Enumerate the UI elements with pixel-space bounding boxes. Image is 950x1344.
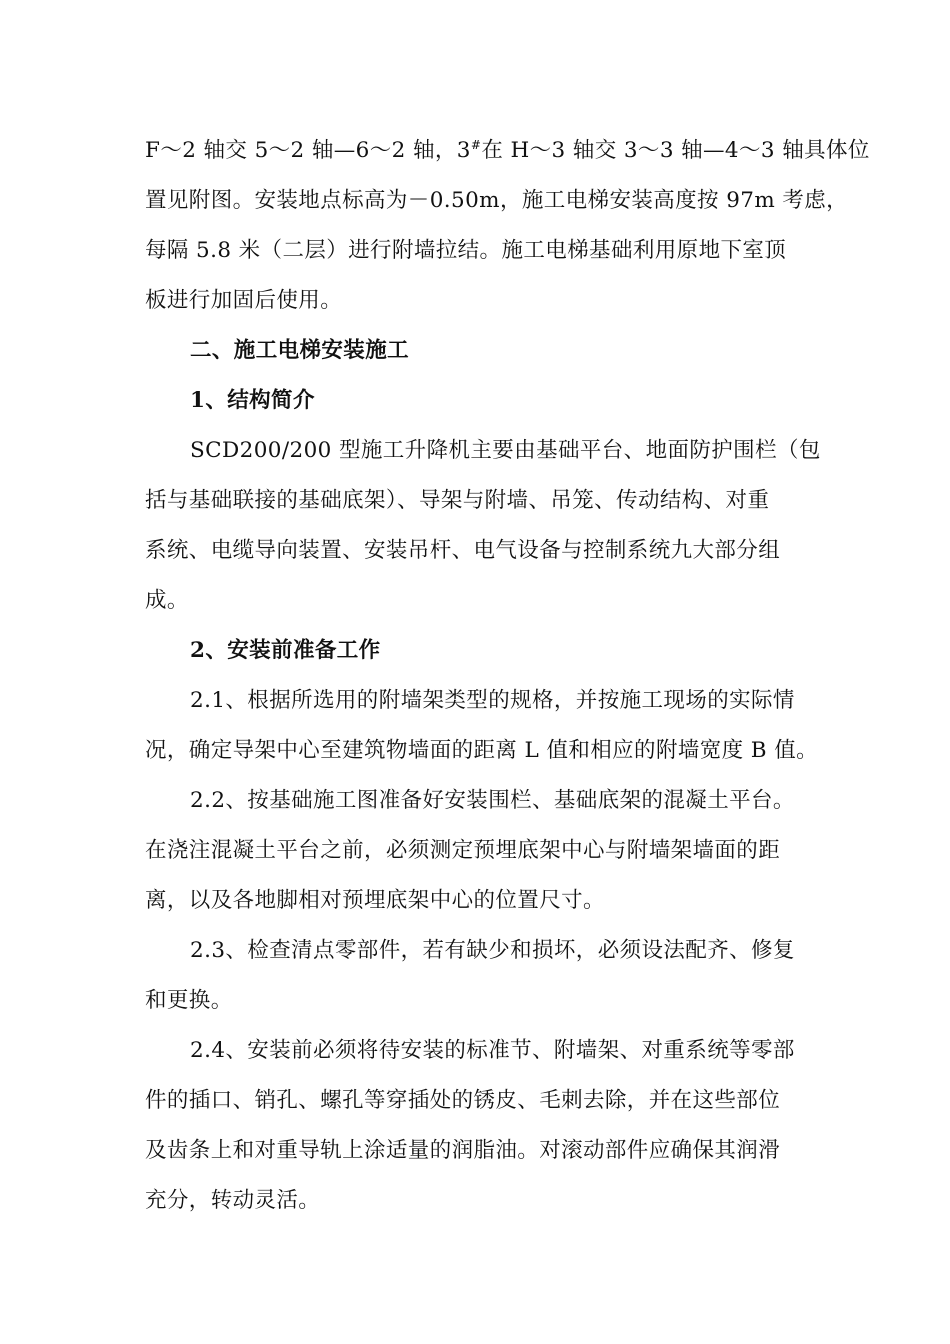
paragraph-line: 2.4、安装前必须将待安装的标准节、附墙架、对重系统等零部 — [190, 1038, 795, 1063]
paragraph-line: 每隔 5.8 米（二层）进行附墙拉结。施工电梯基础利用原地下室顶 — [145, 238, 787, 263]
line-text: F～2 轴交 5～2 轴—6～2 轴，3 — [145, 138, 471, 163]
paragraph-line: 系统、电缆导向装置、安装吊杆、电气设备与控制系统九大部分组 — [145, 538, 781, 563]
paragraph-line: 2.1、根据所选用的附墙架类型的规格，并按施工现场的实际情 — [190, 688, 795, 713]
paragraph-line: 离，以及各地脚相对预埋底架中心的位置尺寸。 — [145, 888, 605, 913]
paragraph-line: 置见附图。安装地点标高为－0.50m，施工电梯安装高度按 97m 考虑， — [145, 188, 849, 213]
section-heading: 二、施工电梯安装施工 — [190, 338, 410, 363]
subsection-heading: 2、安装前准备工作 — [190, 638, 381, 663]
line-text: 在 H～3 轴交 3～3 轴—4～3 轴具体位 — [481, 138, 870, 163]
paragraph-line: 成。 — [145, 588, 189, 613]
paragraph-line: 在浇注混凝土平台之前，必须测定预埋底架中心与附墙架墙面的距 — [145, 838, 781, 863]
paragraph-line: 充分，转动灵活。 — [145, 1188, 321, 1213]
paragraph-line: 2.2、按基础施工图准备好安装围栏、基础底架的混凝土平台。 — [190, 788, 795, 813]
paragraph-line: 和更换。 — [145, 988, 233, 1013]
paragraph-line: 2.3、检查清点零部件，若有缺少和损坏，必须设法配齐、修复 — [190, 938, 795, 963]
paragraph-line: 件的插口、销孔、螺孔等穿插处的锈皮、毛刺去除，并在这些部位 — [145, 1088, 781, 1113]
subsection-heading: 1、结构简介 — [190, 388, 315, 413]
paragraph-line: 及齿条上和对重导轨上涂适量的润脂油。对滚动部件应确保其润滑 — [145, 1138, 781, 1163]
paragraph-line: SCD200/200 型施工升降机主要由基础平台、地面防护围栏（包 — [190, 438, 821, 463]
paragraph-line: 括与基础联接的基础底架）、导架与附墙、吊笼、传动结构、对重 — [145, 488, 770, 513]
paragraph-line: 况，确定导架中心至建筑物墙面的距离 L 值和相应的附墙宽度 B 值。 — [145, 738, 819, 763]
paragraph-line: 板进行加固后使用。 — [145, 288, 343, 313]
superscript-mark: # — [470, 137, 482, 152]
paragraph-line — [145, 136, 870, 166]
